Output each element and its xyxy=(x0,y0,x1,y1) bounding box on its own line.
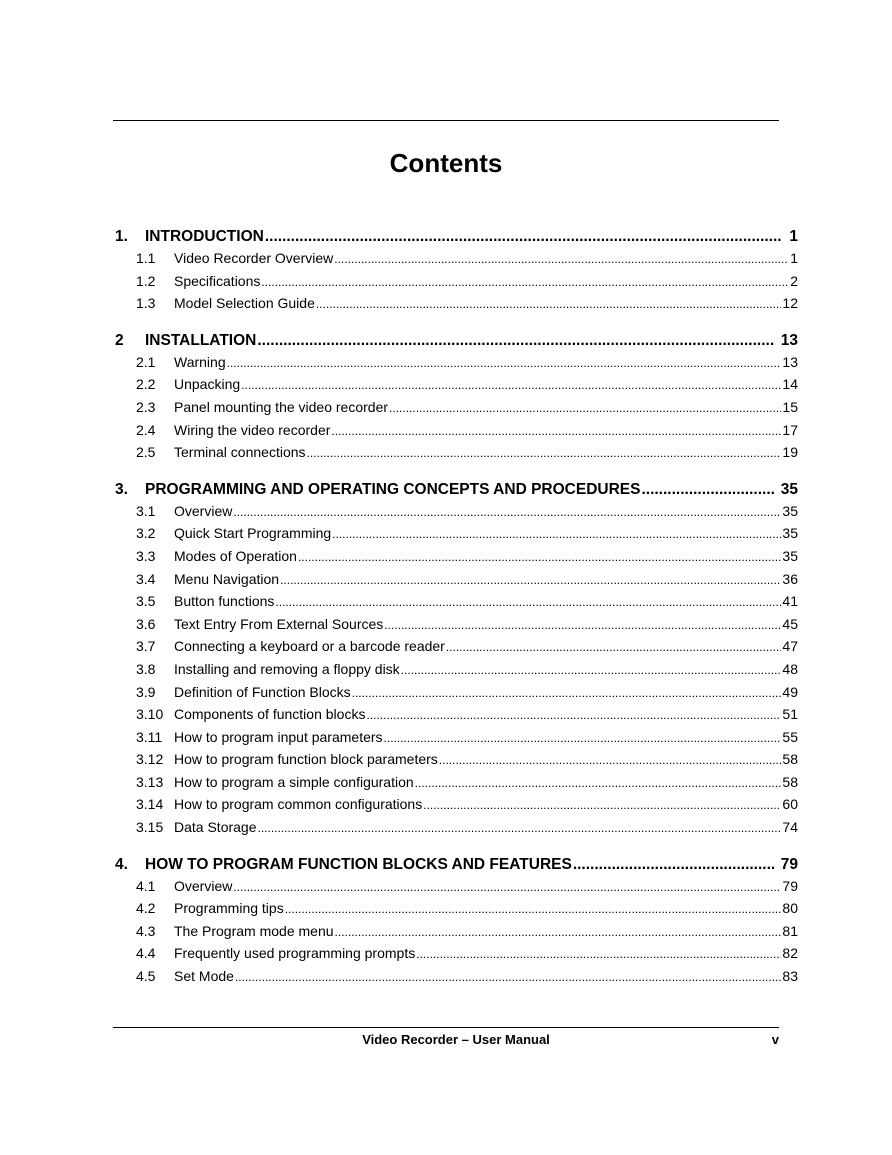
chapter-page-number: 35 xyxy=(780,480,798,498)
section-number: 3.13 xyxy=(136,773,164,790)
section-number: 3.15 xyxy=(136,819,164,836)
section-title: Model Selection Guide xyxy=(174,295,315,312)
toc-section-entry[interactable] xyxy=(115,399,798,422)
dot-leader xyxy=(233,505,781,519)
section-page-number: 19 xyxy=(782,444,798,461)
section-title: Components of function blocks xyxy=(174,706,366,723)
section-page-number: 74 xyxy=(782,819,798,836)
section-title: Definition of Function Blocks xyxy=(174,683,351,700)
toc-section-entry[interactable] xyxy=(115,729,798,752)
section-page-number: 79 xyxy=(782,877,798,894)
section-number: 3.14 xyxy=(136,796,164,813)
dot-leader xyxy=(235,970,781,984)
dot-leader xyxy=(285,902,782,916)
dot-leader xyxy=(384,618,781,632)
chapter-title: PROGRAMMING AND OPERATING CONCEPTS AND PROCEDURES xyxy=(145,480,641,498)
page-title: Contents xyxy=(389,148,503,178)
section-page-number: 17 xyxy=(782,421,798,438)
dot-leader xyxy=(335,925,782,939)
toc-section-entry[interactable] xyxy=(115,250,798,273)
toc-section-entry[interactable] xyxy=(115,819,798,842)
toc-section-entry[interactable] xyxy=(115,923,798,946)
chapter-page-number: 79 xyxy=(780,855,798,873)
dot-leader xyxy=(439,753,782,767)
toc-section-entry[interactable] xyxy=(115,796,798,819)
section-page-number: 47 xyxy=(782,638,798,655)
section-page-number: 1 xyxy=(790,250,798,266)
section-title: Wiring the video recorder xyxy=(174,421,331,438)
section-number: 2.1 xyxy=(136,353,156,370)
section-title: Warning xyxy=(174,353,226,370)
toc-section-entry[interactable] xyxy=(115,878,798,901)
toc-section-entry[interactable] xyxy=(115,273,798,296)
section-title: Data Storage xyxy=(174,819,257,836)
toc-section-entry[interactable] xyxy=(115,616,798,639)
dot-leader xyxy=(257,332,773,350)
section-page-number: 12 xyxy=(782,295,798,312)
section-title: Set Mode xyxy=(174,968,234,985)
footer-rule xyxy=(113,1027,779,1028)
section-title: How to program common configurations xyxy=(174,796,423,813)
toc-section-entry[interactable] xyxy=(115,900,798,923)
toc-section-entry[interactable] xyxy=(115,354,798,377)
section-title: Installing and removing a floppy disk xyxy=(174,660,400,677)
section-title: Terminal connections xyxy=(174,444,306,461)
chapter-number: 2 xyxy=(115,331,124,349)
dot-leader xyxy=(334,252,789,266)
section-number: 2.5 xyxy=(136,444,156,461)
section-page-number: 45 xyxy=(782,615,798,632)
dot-leader xyxy=(280,573,781,587)
dot-leader xyxy=(316,297,782,311)
section-number: 3.5 xyxy=(136,593,156,610)
section-number: 3.2 xyxy=(136,525,156,542)
toc-section-entry[interactable] xyxy=(115,295,798,318)
section-page-number: 13 xyxy=(782,353,798,370)
toc-chapter-entry[interactable] xyxy=(115,228,798,250)
footer-page-number: v xyxy=(771,1032,779,1047)
dot-leader xyxy=(258,821,782,835)
section-title: Button functions xyxy=(174,593,275,610)
section-page-number: 81 xyxy=(782,922,798,939)
toc-section-entry[interactable] xyxy=(115,751,798,774)
toc-chapter xyxy=(115,228,798,318)
section-number: 3.11 xyxy=(136,728,163,745)
toc-section-entry[interactable] xyxy=(115,525,798,548)
dot-leader xyxy=(265,228,783,246)
section-title: Programming tips xyxy=(174,900,284,917)
chapter-page-number: 1 xyxy=(789,228,798,245)
section-title: The Program mode menu xyxy=(174,922,334,939)
chapter-title: HOW TO PROGRAM FUNCTION BLOCKS AND FEATURES xyxy=(145,855,572,873)
dot-leader xyxy=(227,356,782,370)
dot-leader xyxy=(332,527,781,541)
section-page-number: 80 xyxy=(782,900,798,917)
section-number: 3.3 xyxy=(136,547,156,564)
section-title: Text Entry From External Sources xyxy=(174,615,384,632)
toc-section-entry[interactable] xyxy=(115,376,798,399)
section-page-number: 35 xyxy=(782,502,798,519)
section-number: 4.3 xyxy=(136,922,156,939)
section-page-number: 14 xyxy=(782,376,798,393)
toc-section-entry[interactable] xyxy=(115,422,798,445)
section-number: 4.1 xyxy=(136,877,156,894)
section-title: Modes of Operation xyxy=(174,547,297,564)
chapter-title: INSTALLATION xyxy=(145,331,257,349)
section-page-number: 41 xyxy=(782,593,798,610)
section-number: 3.4 xyxy=(136,570,156,587)
dot-leader xyxy=(366,708,781,722)
section-title: How to program a simple configuration xyxy=(174,773,414,790)
section-title: Unpacking xyxy=(174,376,241,393)
dot-leader xyxy=(331,424,781,438)
header-rule xyxy=(113,120,779,121)
section-number: 3.1 xyxy=(136,502,156,519)
toc-section-entry[interactable] xyxy=(115,571,798,594)
toc-section-entry[interactable] xyxy=(115,706,798,729)
section-number: 2.2 xyxy=(136,376,156,393)
section-page-number: 35 xyxy=(782,547,798,564)
toc-chapter-entry[interactable] xyxy=(115,332,798,354)
table-of-contents xyxy=(115,222,798,999)
section-page-number: 48 xyxy=(782,660,798,677)
section-page-number: 60 xyxy=(782,796,798,813)
toc-section-entry[interactable] xyxy=(115,968,798,991)
section-title: Quick Start Programming xyxy=(174,525,332,542)
section-title: Overview xyxy=(174,502,233,519)
chapter-title: INTRODUCTION xyxy=(145,228,264,245)
toc-section-entry[interactable] xyxy=(115,774,798,797)
dot-leader xyxy=(401,663,782,677)
section-title: Panel mounting the video recorder xyxy=(174,398,389,415)
section-number: 2.3 xyxy=(136,398,156,415)
section-title: Connecting a keyboard or a barcode reader xyxy=(174,638,445,655)
toc-section-entry[interactable] xyxy=(115,503,798,526)
section-page-number: 49 xyxy=(782,683,798,700)
toc-chapter xyxy=(115,332,798,467)
section-title: Overview xyxy=(174,877,233,894)
toc-section-entry[interactable] xyxy=(115,638,798,661)
dot-leader xyxy=(307,446,782,460)
dot-leader xyxy=(573,856,774,874)
section-page-number: 2 xyxy=(790,272,798,289)
section-page-number: 36 xyxy=(782,570,798,587)
dot-leader xyxy=(275,595,781,609)
section-title: How to program function block parameters xyxy=(174,751,438,768)
toc-section-entry[interactable] xyxy=(115,945,798,968)
dot-leader xyxy=(641,481,773,499)
footer-title: Video Recorder – User Manual xyxy=(362,1032,550,1047)
section-number: 3.8 xyxy=(136,660,156,677)
page-footer xyxy=(113,1032,779,1050)
toc-section-entry[interactable] xyxy=(115,661,798,684)
section-page-number: 55 xyxy=(782,728,798,745)
dot-leader xyxy=(298,550,781,564)
section-number: 1.3 xyxy=(136,295,156,312)
section-number: 3.7 xyxy=(136,638,156,655)
section-number: 4.5 xyxy=(136,968,156,985)
toc-chapter-entry[interactable] xyxy=(115,856,798,878)
toc-section-entry[interactable] xyxy=(115,593,798,616)
section-page-number: 35 xyxy=(782,525,798,542)
section-number: 1.1 xyxy=(136,250,156,266)
toc-section-entry[interactable] xyxy=(115,684,798,707)
section-number: 3.10 xyxy=(136,706,164,723)
dot-leader xyxy=(446,640,782,654)
dot-leader xyxy=(384,731,782,745)
section-title: Specifications xyxy=(174,272,261,289)
chapter-page-number: 13 xyxy=(780,331,798,349)
chapter-number: 1. xyxy=(115,228,128,245)
toc-section-entry[interactable] xyxy=(115,548,798,571)
section-number: 3.9 xyxy=(136,683,156,700)
section-number: 2.4 xyxy=(136,421,156,438)
dot-leader xyxy=(389,401,781,415)
dot-leader xyxy=(352,686,782,700)
dot-leader xyxy=(241,378,781,392)
section-page-number: 15 xyxy=(782,398,798,415)
chapter-number: 3. xyxy=(115,480,128,498)
section-number: 1.2 xyxy=(136,272,156,289)
section-page-number: 51 xyxy=(782,706,798,723)
section-page-number: 83 xyxy=(782,968,798,985)
section-title: Menu Navigation xyxy=(174,570,280,587)
dot-leader xyxy=(415,776,782,790)
toc-section-entry[interactable] xyxy=(115,444,798,467)
section-number: 3.6 xyxy=(136,615,156,632)
section-title: Video Recorder Overview xyxy=(174,250,334,266)
dot-leader xyxy=(416,947,781,961)
dot-leader xyxy=(261,275,789,289)
chapter-number: 4. xyxy=(115,855,128,873)
dot-leader xyxy=(423,798,781,812)
section-number: 4.2 xyxy=(136,900,156,917)
toc-chapter-entry[interactable] xyxy=(115,481,798,503)
section-title: How to program input parameters xyxy=(174,728,383,745)
section-page-number: 58 xyxy=(782,773,798,790)
section-page-number: 82 xyxy=(782,945,798,962)
dot-leader xyxy=(233,880,781,894)
toc-chapter xyxy=(115,856,798,991)
section-page-number: 58 xyxy=(782,751,798,768)
section-number: 4.4 xyxy=(136,945,156,962)
toc-chapter xyxy=(115,481,798,842)
section-number: 3.12 xyxy=(136,751,164,768)
section-title: Frequently used programming prompts xyxy=(174,945,416,962)
